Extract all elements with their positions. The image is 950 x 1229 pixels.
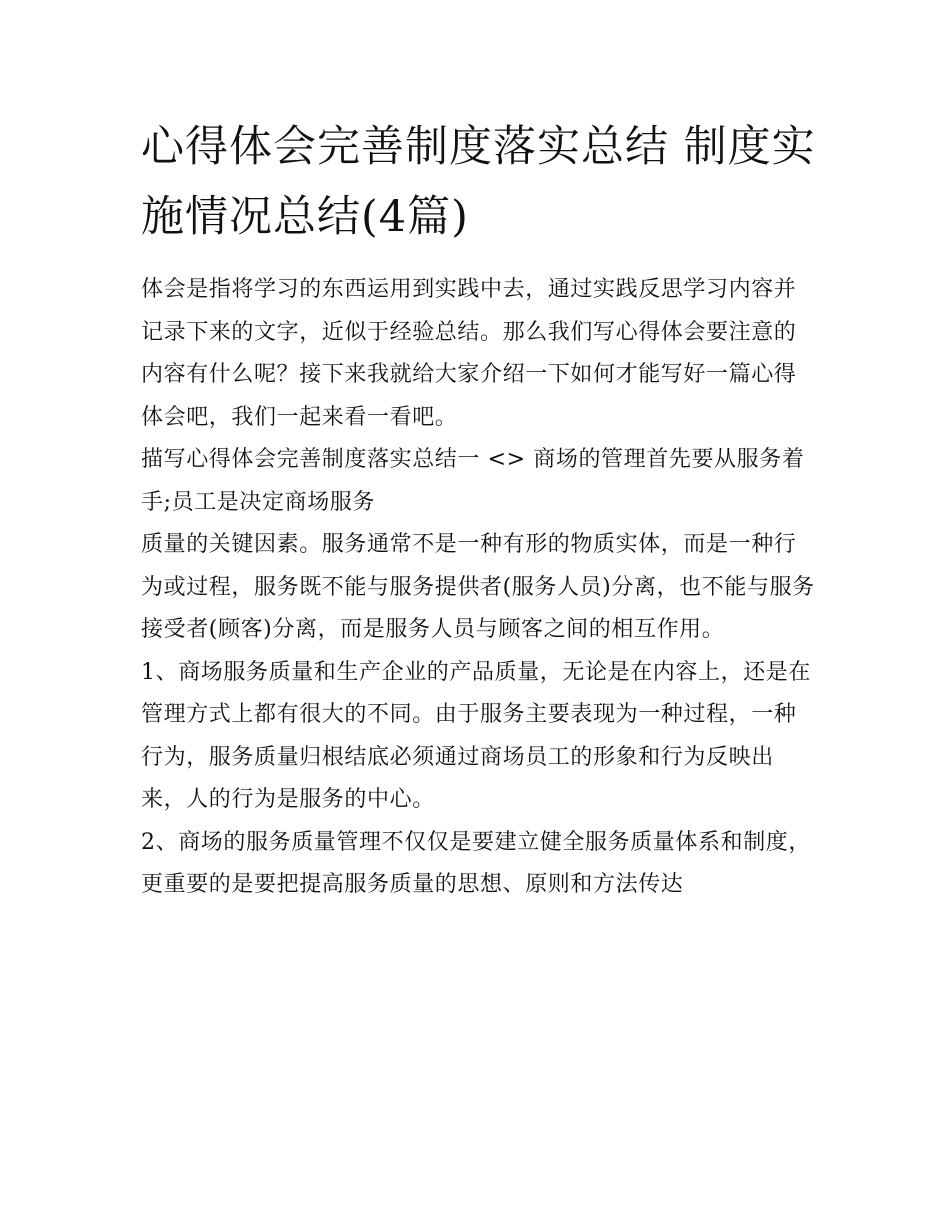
section-heading-paragraph: 描写心得体会完善制度落实总结一 <> 商场的管理首先要从服务着手;员工是决定商场服务 [141,447,805,515]
body-paragraph: 质量的关键因素。服务通常不是一种有形的物质实体，而是一种行为或过程，服务既不能与服务提供者(服务人员)分离，也不能与服务接受者(顾客)分离，而是服务人员与顾客之间的相互作用。 [141,532,815,642]
document-title: 心得体会完善制度落实总结 制度实施情况总结(4篇) [141,122,816,242]
intro-paragraph: 体会是指将学习的东西运用到实践中去，通过实践反思学习内容并记录下来的文字，近似于经验总结。那么我们写心得体会要注意的内容有什么呢？接下来我就给大家介绍一下如何才能写好一篇心得体会吧，我们一起来看一看吧。 [141,277,797,430]
document-body [141,112,816,907]
numbered-paragraph-1: 1、商场服务质量和生产企业的产品质量，无论是在内容上，还是在管理方式上都有很大的不同。由于服务主要表现为一种过程，一种行为，服务质量归根结底必须通过商场员工的形象和行为反映出来，人的行为是服务的中心。 [141,659,811,812]
numbered-paragraph-2: 2、商场的服务质量管理不仅仅是要建立健全服务质量体系和制度，更重要的是要把提高服务质量的思想、原则和方法传达 [141,829,811,897]
